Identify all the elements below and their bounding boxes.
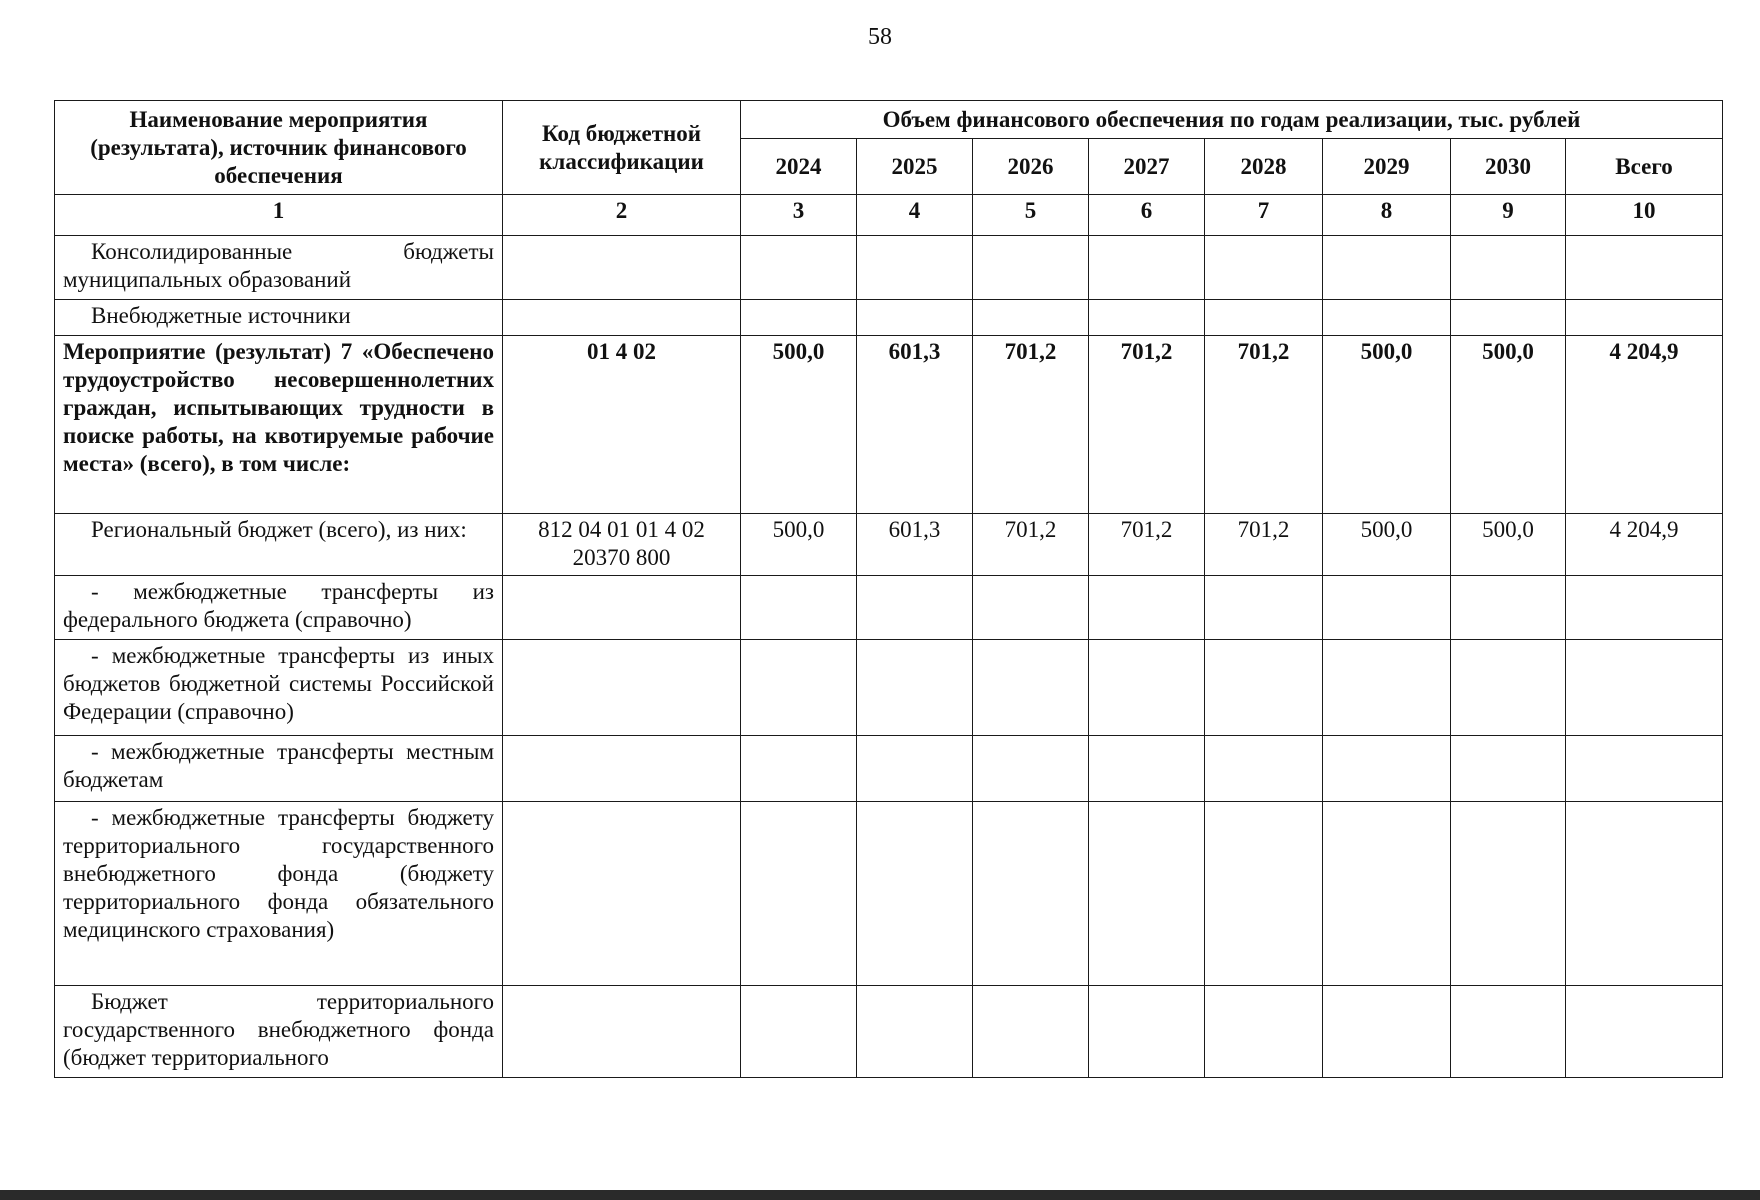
row-year-value xyxy=(741,802,857,986)
page-number: 58 xyxy=(868,24,892,50)
row-year-value xyxy=(741,236,857,300)
row-year-value xyxy=(1323,640,1451,736)
row-year-value: 701,2 xyxy=(1089,336,1205,514)
row-year-value xyxy=(1089,300,1205,336)
row-year-value xyxy=(857,576,973,640)
row-year-value xyxy=(1089,986,1205,1078)
column-numbers-row xyxy=(55,195,1723,236)
row-year-value: 601,3 xyxy=(857,514,973,576)
header-year: 2024 xyxy=(741,139,857,195)
row-year-value: 500,0 xyxy=(1323,336,1451,514)
row-year-value xyxy=(857,300,973,336)
header-code-column: Код бюджетной классификации xyxy=(503,101,741,195)
row-year-value: 500,0 xyxy=(1451,514,1566,576)
row-year-value xyxy=(973,236,1089,300)
row-year-value xyxy=(1323,802,1451,986)
row-year-value xyxy=(1451,576,1566,640)
row-year-value xyxy=(973,986,1089,1078)
row-budget-code xyxy=(503,640,741,736)
row-year-value xyxy=(857,640,973,736)
row-year-value: 500,0 xyxy=(1323,514,1451,576)
column-number: 8 xyxy=(1323,195,1451,236)
row-year-value xyxy=(1323,736,1451,802)
header-volume-column: Объем финансового обеспечения по годам реализации, тыс. рублей xyxy=(741,101,1723,139)
row-year-value xyxy=(1089,736,1205,802)
table-body xyxy=(55,236,1723,1078)
row-year-value xyxy=(1323,576,1451,640)
table-row xyxy=(55,736,1723,802)
row-budget-code xyxy=(503,236,741,300)
header-year: 2025 xyxy=(857,139,973,195)
row-year-value xyxy=(741,986,857,1078)
row-year-value xyxy=(857,736,973,802)
row-name: - межбюджетные трансферты из федерального бюджета (справочно) xyxy=(55,576,503,640)
row-year-value: 500,0 xyxy=(741,336,857,514)
row-year-value xyxy=(1451,300,1566,336)
row-year-value xyxy=(1451,236,1566,300)
row-year-value: 500,0 xyxy=(1451,336,1566,514)
column-number: 3 xyxy=(741,195,857,236)
header-total: Всего xyxy=(1566,139,1723,195)
row-year-value xyxy=(1205,300,1323,336)
row-year-value: 701,2 xyxy=(1089,514,1205,576)
row-year-value: 601,3 xyxy=(857,336,973,514)
table-row xyxy=(55,336,1723,514)
row-year-value: 701,2 xyxy=(1205,336,1323,514)
row-total-value: 4 204,9 xyxy=(1566,514,1723,576)
table-row xyxy=(55,300,1723,336)
row-name: - межбюджетные трансферты бюджету территориального государственного внебюджетного фонда (бюджету территориального фонда обязательного медицинского страхования) xyxy=(55,802,503,986)
row-year-value xyxy=(1451,736,1566,802)
row-year-value xyxy=(741,300,857,336)
row-year-value xyxy=(973,802,1089,986)
row-year-value xyxy=(1205,576,1323,640)
column-number: 5 xyxy=(973,195,1089,236)
header-year: 2028 xyxy=(1205,139,1323,195)
row-year-value xyxy=(1323,300,1451,336)
row-year-value xyxy=(1089,576,1205,640)
row-year-value xyxy=(1451,802,1566,986)
row-year-value xyxy=(1089,802,1205,986)
row-name: - межбюджетные трансферты из иных бюджетов бюджетной системы Российской Федерации (справочно) xyxy=(55,640,503,736)
row-total-value xyxy=(1566,236,1723,300)
row-budget-code xyxy=(503,576,741,640)
financing-table xyxy=(54,100,1723,1078)
table-row xyxy=(55,986,1723,1078)
row-year-value xyxy=(1205,236,1323,300)
header-year: 2030 xyxy=(1451,139,1566,195)
row-year-value xyxy=(973,640,1089,736)
row-year-value xyxy=(1323,236,1451,300)
column-number: 4 xyxy=(857,195,973,236)
row-total-value xyxy=(1566,640,1723,736)
row-total-value xyxy=(1566,300,1723,336)
column-number: 6 xyxy=(1089,195,1205,236)
row-year-value xyxy=(1205,802,1323,986)
table-row xyxy=(55,576,1723,640)
row-name: Региональный бюджет (всего), из них: xyxy=(55,514,503,576)
row-total-value: 4 204,9 xyxy=(1566,336,1723,514)
row-year-value xyxy=(1323,986,1451,1078)
row-year-value xyxy=(1089,236,1205,300)
row-budget-code: 01 4 02 xyxy=(503,336,741,514)
row-budget-code xyxy=(503,736,741,802)
scan-edge xyxy=(0,1190,1760,1200)
row-year-value xyxy=(1205,736,1323,802)
column-number: 9 xyxy=(1451,195,1566,236)
row-budget-code xyxy=(503,300,741,336)
row-year-value xyxy=(973,300,1089,336)
table-row xyxy=(55,514,1723,576)
row-name: Внебюджетные источники xyxy=(55,300,503,336)
row-year-value xyxy=(1451,640,1566,736)
row-year-value xyxy=(1451,986,1566,1078)
row-year-value xyxy=(857,802,973,986)
column-number: 7 xyxy=(1205,195,1323,236)
row-year-value xyxy=(741,640,857,736)
row-total-value xyxy=(1566,576,1723,640)
row-total-value xyxy=(1566,736,1723,802)
row-year-value: 500,0 xyxy=(741,514,857,576)
row-year-value xyxy=(1205,640,1323,736)
row-year-value xyxy=(1089,640,1205,736)
row-total-value xyxy=(1566,802,1723,986)
row-year-value xyxy=(973,576,1089,640)
row-year-value: 701,2 xyxy=(973,336,1089,514)
row-name: Мероприятие (результат) 7 «Обеспечено трудоустройство несовершеннолетних граждан, испытывающих трудности в поиске работы, на квотируемые рабочие места» (всего), в том числе: xyxy=(55,336,503,514)
row-total-value xyxy=(1566,986,1723,1078)
row-budget-code xyxy=(503,986,741,1078)
row-name: Бюджет территориального государственного внебюджетного фонда (бюджет территориального xyxy=(55,986,503,1078)
row-name: - межбюджетные трансферты местным бюджетам xyxy=(55,736,503,802)
row-year-value xyxy=(1205,986,1323,1078)
table-row xyxy=(55,640,1723,736)
row-year-value: 701,2 xyxy=(1205,514,1323,576)
table-row xyxy=(55,802,1723,986)
header-name-column: Наименование мероприятия (результата), источник финансового обеспечения xyxy=(55,101,503,195)
header-year: 2027 xyxy=(1089,139,1205,195)
row-year-value xyxy=(741,576,857,640)
column-number: 10 xyxy=(1566,195,1723,236)
row-year-value xyxy=(857,986,973,1078)
table-header xyxy=(55,101,1723,236)
row-budget-code: 812 04 01 01 4 02 20370 800 xyxy=(503,514,741,576)
column-number: 2 xyxy=(503,195,741,236)
table-row xyxy=(55,236,1723,300)
row-year-value: 701,2 xyxy=(973,514,1089,576)
row-name: Консолидированные бюджеты муниципальных образований xyxy=(55,236,503,300)
header-year: 2029 xyxy=(1323,139,1451,195)
row-budget-code xyxy=(503,802,741,986)
header-year: 2026 xyxy=(973,139,1089,195)
row-year-value xyxy=(857,236,973,300)
row-year-value xyxy=(741,736,857,802)
row-year-value xyxy=(973,736,1089,802)
column-number: 1 xyxy=(55,195,503,236)
